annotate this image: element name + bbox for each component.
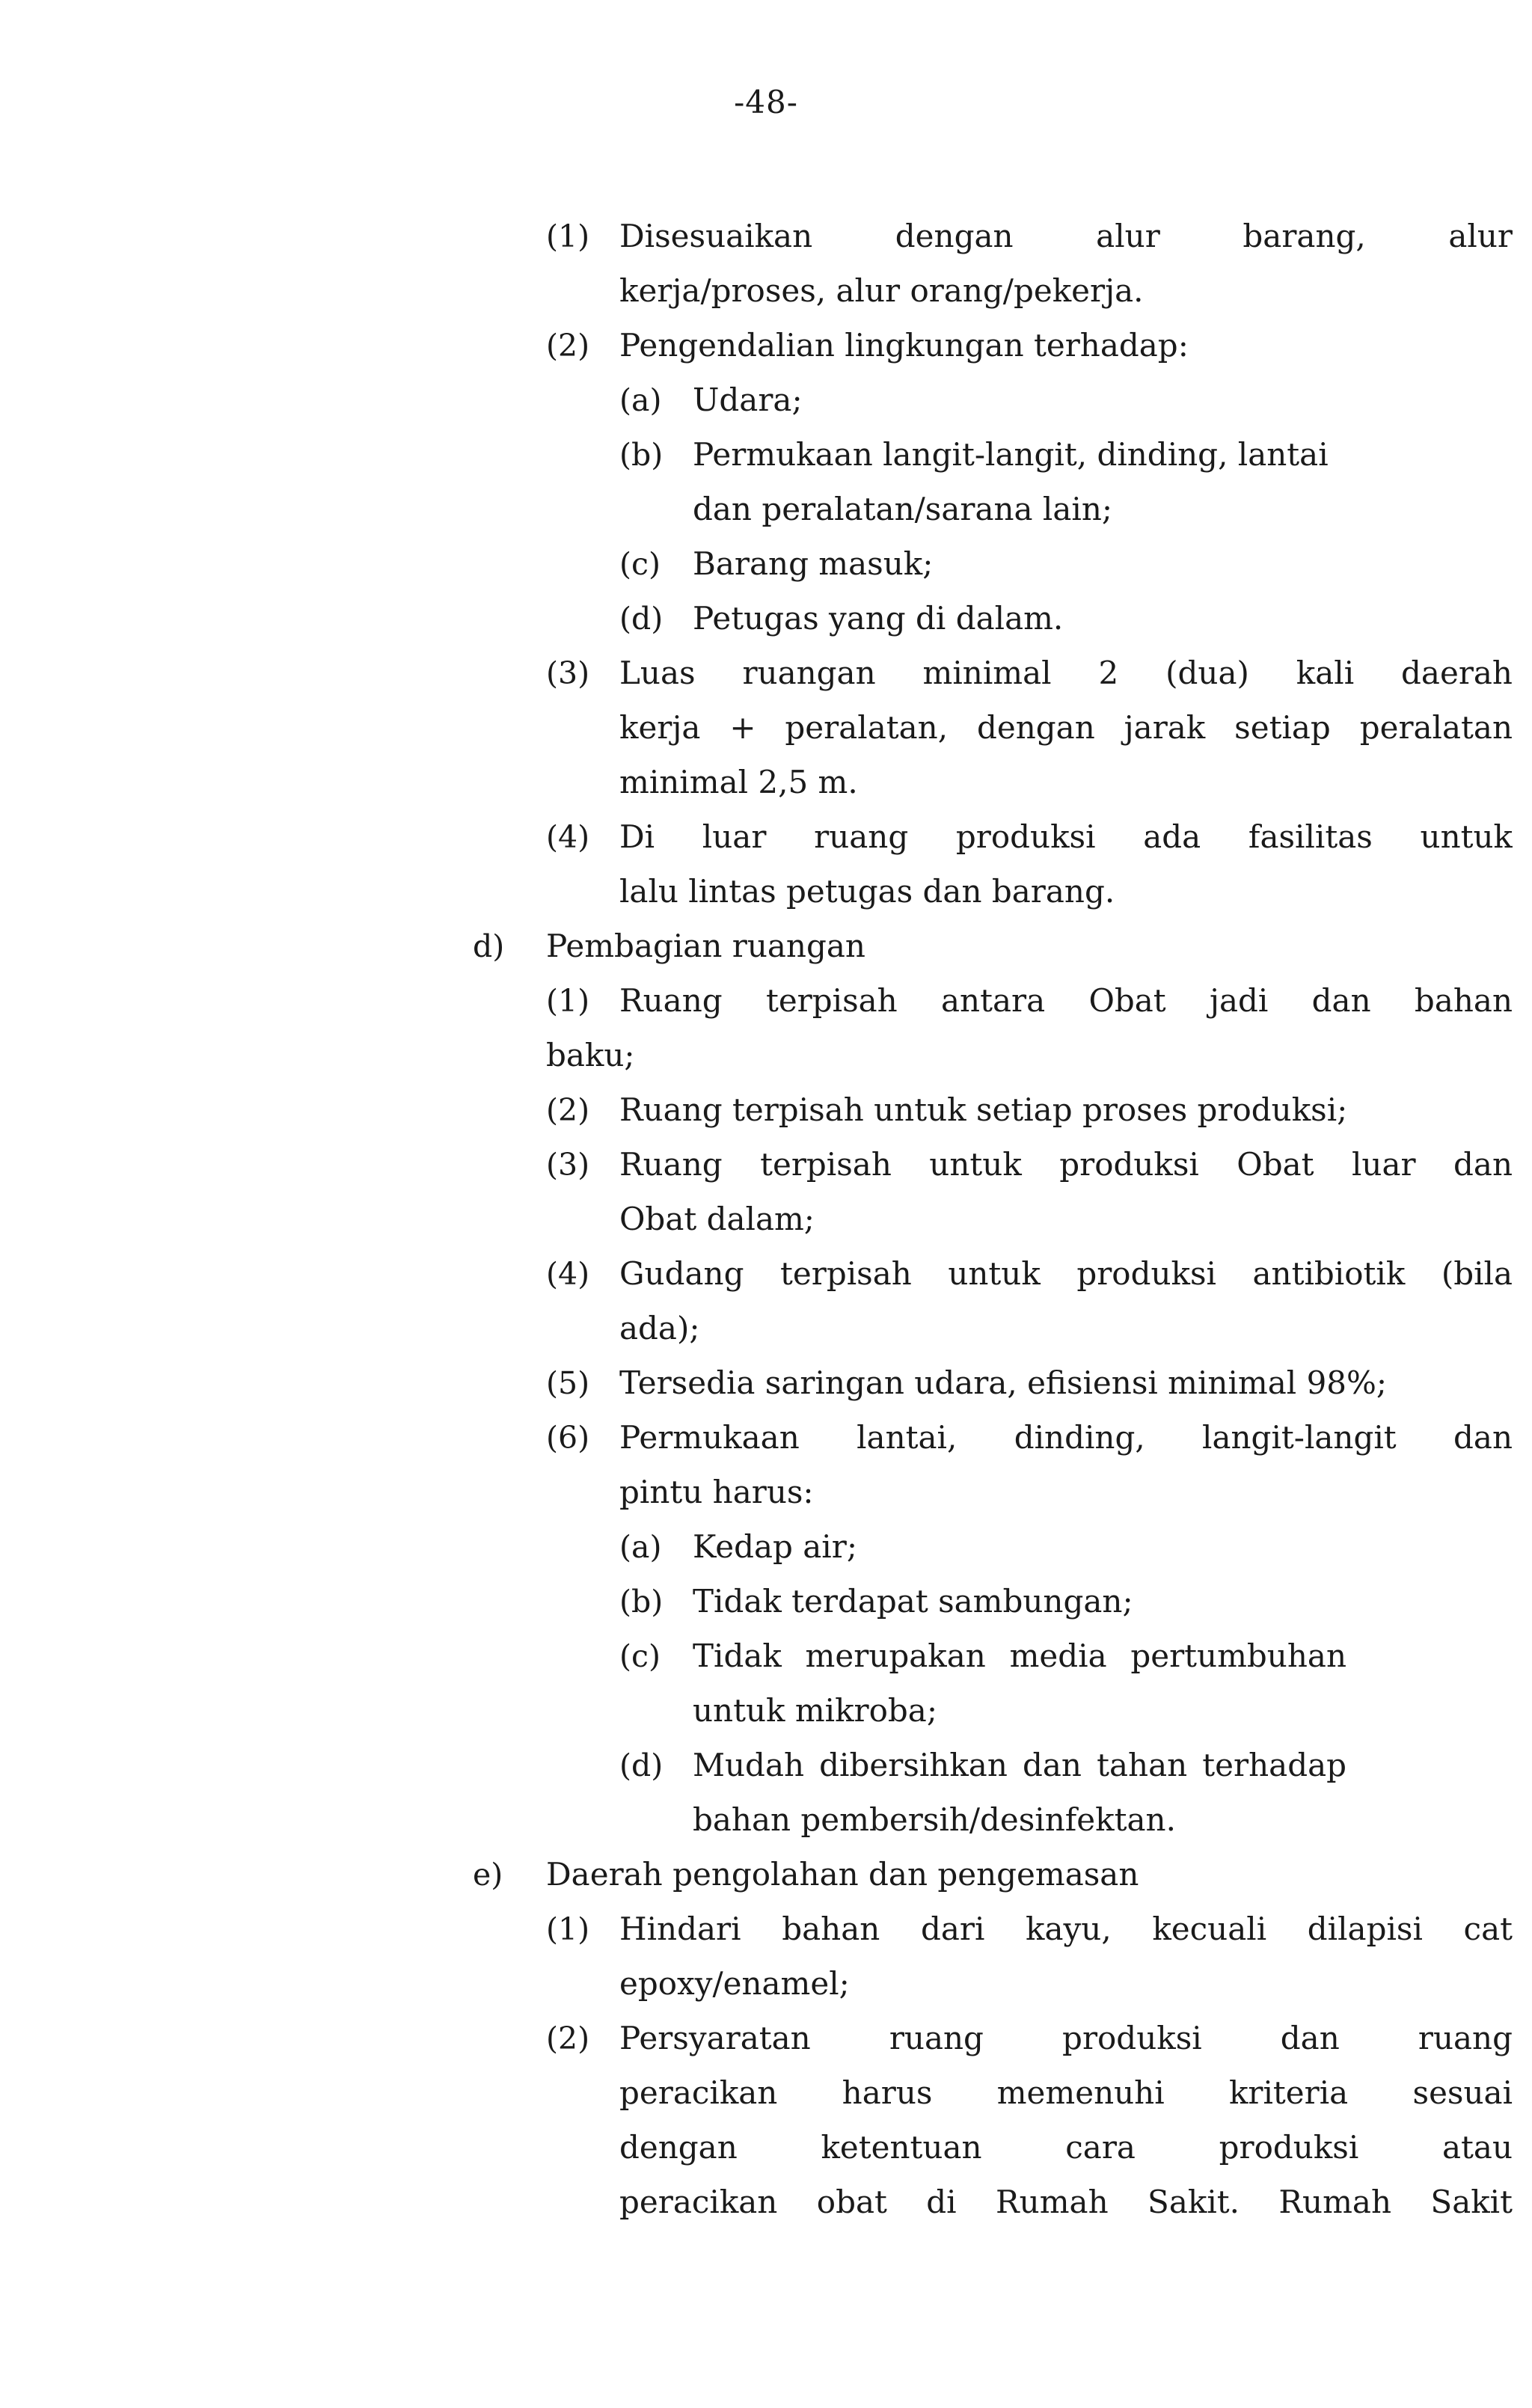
sub-item-text: Tidak terdapat sambungan; [693, 1583, 1133, 1620]
item-text: Di luar ruang produksi ada fasilitas untuk [619, 818, 1513, 855]
item-marker: (1) [546, 983, 590, 1019]
item-text: peracikan obat di Rumah Sakit. Rumah Sakit [619, 2184, 1513, 2220]
item-text: ada); [619, 1310, 700, 1347]
sub-item-marker: (c) [619, 546, 661, 582]
item-text: Luas ruangan minimal 2 (dua) kali daerah [619, 655, 1513, 691]
sub-item-text: Kedap air; [693, 1528, 857, 1565]
sub-item-text: dan peralatan/sarana lain; [693, 491, 1113, 527]
item-marker: (2) [546, 1092, 590, 1128]
item-text: Disesuaikan dengan alur barang, alur [619, 218, 1513, 254]
sub-item-marker: (c) [619, 1638, 661, 1674]
sub-item-text: Barang masuk; [693, 545, 934, 582]
item-text: pintu harus: [619, 1474, 814, 1510]
item-text: Ruang terpisah untuk setiap proses produksi; [619, 1091, 1348, 1128]
item-text: Ruang terpisah antara Obat jadi dan bahan [619, 982, 1513, 1019]
sub-item-marker: (a) [619, 382, 662, 418]
sub-item-text: bahan pembersih/desinfektan. [693, 1801, 1176, 1838]
item-marker: (2) [546, 328, 590, 364]
section-marker: e) [473, 1857, 503, 1893]
item-marker: (1) [546, 1911, 590, 1947]
sub-item-text: Petugas yang di dalam. [693, 600, 1064, 637]
sub-item-text: Tidak merupakan media pertumbuhan [693, 1637, 1346, 1674]
item-text: baku; [546, 1037, 635, 1073]
item-text: kerja/proses, alur orang/pekerja. [619, 272, 1144, 309]
item-marker: (4) [546, 1256, 590, 1292]
sub-item-marker: (a) [619, 1529, 662, 1565]
item-text: Hindari bahan dari kayu, kecuali dilapisi cat [619, 1911, 1513, 1947]
item-text: Persyaratan ruang produksi dan ruang [619, 2020, 1513, 2056]
item-text: Ruang terpisah untuk produksi Obat luar dan [619, 1146, 1513, 1183]
item-text: epoxy/enamel; [619, 1965, 850, 2002]
sub-item-text: Udara; [693, 382, 803, 418]
item-marker: (5) [546, 1365, 590, 1401]
sub-item-text: untuk mikroba; [693, 1692, 937, 1729]
item-text: kerja + peralatan, dengan jarak setiap peralatan [619, 709, 1513, 746]
section-heading: Pembagian ruangan [546, 928, 865, 964]
sub-item-marker: (b) [619, 437, 664, 473]
item-marker: (6) [546, 1420, 590, 1456]
item-text: Obat dalam; [619, 1201, 815, 1237]
item-marker: (1) [546, 218, 590, 254]
item-marker: (3) [546, 1147, 590, 1183]
item-text: peracikan harus memenuhi kriteria sesuai [619, 2074, 1513, 2111]
item-text: Gudang terpisah untuk produksi antibiotik (bila [619, 1255, 1513, 1292]
sub-item-text: Mudah dibersihkan dan tahan terhadap [693, 1747, 1346, 1783]
section-marker: d) [473, 928, 505, 964]
sub-item-marker: (b) [619, 1584, 664, 1620]
item-text: dengan ketentuan cara produksi atau [619, 2129, 1513, 2166]
section-heading: Daerah pengolahan dan pengemasan [546, 1856, 1139, 1893]
sub-item-marker: (d) [619, 1747, 664, 1783]
item-text: Permukaan lantai, dinding, langit-langit dan [619, 1419, 1513, 1456]
item-marker: (2) [546, 2021, 590, 2056]
item-text: Tersedia saringan udara, efisiensi minimal 98%; [619, 1364, 1388, 1401]
item-text: lalu lintas petugas dan barang. [619, 873, 1115, 910]
item-marker: (3) [546, 655, 590, 691]
item-text: minimal 2,5 m. [619, 764, 858, 800]
sub-item-text: Permukaan langit-langit, dinding, lantai [693, 436, 1329, 473]
page-number: -48- [734, 84, 798, 120]
item-text: Pengendalian lingkungan terhadap: [619, 327, 1189, 364]
item-marker: (4) [546, 819, 590, 855]
sub-item-marker: (d) [619, 601, 664, 637]
